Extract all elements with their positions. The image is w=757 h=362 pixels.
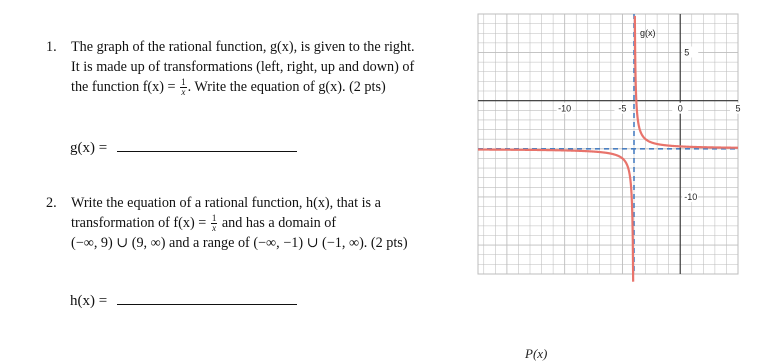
answer-blank[interactable] [117, 139, 297, 152]
line-prefix: the function f(x) = [71, 79, 176, 95]
g-graph [478, 14, 741, 274]
answer-label: g(x) = [70, 140, 108, 156]
y-tick-label: 5 [684, 47, 690, 58]
problem-number: 1. [46, 39, 57, 55]
answer-h [70, 292, 297, 310]
problem-line: The graph of the rational function, g(x), is given to the right. [71, 39, 415, 55]
next-problem-label: P(x) [525, 346, 548, 361]
fraction-one-over-x [180, 78, 187, 97]
x-tick-label: -10 [558, 103, 572, 114]
y-tick-label: -10 [684, 191, 698, 202]
answer-g [70, 139, 297, 157]
fraction-one-over-x [211, 214, 218, 233]
x-tick-label: -5 [618, 103, 627, 114]
problem-text [71, 193, 476, 253]
line-suffix: . Write the equation of g(x). (2 pts) [187, 79, 386, 95]
line-suffix: and has a domain of [221, 215, 337, 231]
problem-line: Write the equation of a rational function, h(x), that is a [71, 195, 381, 211]
problem-line [71, 77, 476, 97]
x-tick-label: 0 [677, 103, 683, 114]
answer-blank[interactable] [117, 292, 297, 305]
problem-1 [46, 37, 476, 97]
graph-title: g(x) [640, 28, 656, 38]
graph-frame [478, 14, 741, 274]
problem-2 [46, 193, 476, 253]
problem-text [71, 37, 476, 97]
problem-line: It is made up of transformations (left, right, up and down) of [71, 59, 415, 75]
fraction-denominator: x [181, 87, 186, 98]
problem-number: 2. [46, 195, 57, 211]
x-tick-label: 5 [735, 103, 741, 114]
fraction-numerator: 1 [181, 77, 186, 88]
fraction-denominator: x [212, 223, 217, 234]
problem-line: (−∞, 9) ∪ (9, ∞) and a range of (−∞, −1) ∪ (−1, ∞). (2 pts) [71, 235, 408, 252]
grid [478, 14, 741, 274]
fraction-numerator: 1 [211, 213, 217, 224]
answer-label: h(x) = [70, 293, 108, 309]
problem-line [71, 213, 476, 233]
line-prefix: transformation of f(x) = [71, 215, 207, 231]
